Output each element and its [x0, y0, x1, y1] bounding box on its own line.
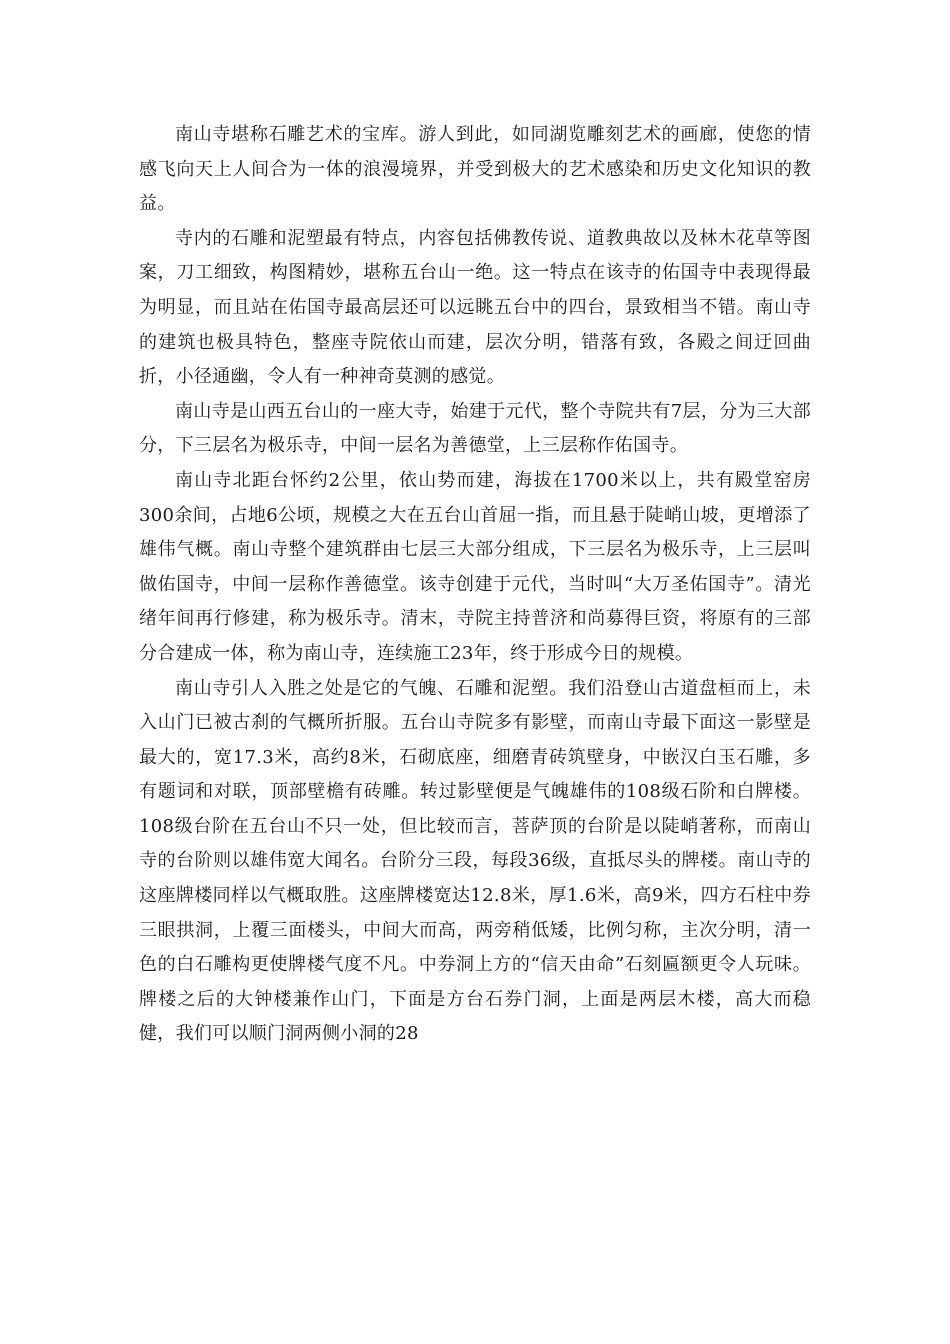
paragraph: 南山寺北距台怀约2公里，依山势而建，海拔在1700米以上，共有殿堂窑房300余间，占地6公顷，规模之大在五台山首屈一指，而且悬于陡峭山坡，更增添了雄伟气概。南山寺整个建筑群由七层三大部分组成，下三层名为极乐寺，上三层叫做佑国寺，中间一层称作善德堂。该寺创建于元代，当时叫“大万圣佑国寺”。清光绪年间再行修建，称为极乐寺。清末，寺院主持普济和尚募得巨资，将原有的三部分合建成一体，称为南山寺，连续施工23年，终于形成今日的规模。 [139, 469, 811, 664]
document-body [139, 118, 811, 1052]
paragraph: 南山寺堪称石雕艺术的宝库。游人到此，如同湖览雕刻艺术的画廊，使您的情感飞向天上人间合为一体的浪漫境界，并受到极大的艺术感染和历史文化知识的教益。 [139, 124, 811, 215]
paragraph: 寺内的石雕和泥塑最有特点，内容包括佛教传说、道教典故以及林木花草等图案，刀工细致，构图精妙，堪称五台山一绝。这一特点在该寺的佑国寺中表现得最为明显，而且站在佑国寺最高层还可以远眺五台中的四台，景致相当不错。南山寺的建筑也极具特色，整座寺院依山而建，层次分明，错落有致，各殿之间迂回曲折，小径通幽，令人有一种神奇莫测的感觉。 [139, 227, 811, 388]
paragraph: 南山寺是山西五台山的一座大寺，始建于元代，整个寺院共有7层，分为三大部分，下三层名为极乐寺，中间一层名为善德堂，上三层称作佑国寺。 [139, 400, 811, 457]
paragraph: 南山寺引人入胜之处是它的气魄、石雕和泥塑。我们沿登山古道盘桓而上，未入山门已被古刹的气概所折服。五台山寺院多有影壁，而南山寺最下面这一影壁是最大的，宽17.3米，高约8米，石砌底座，细磨青砖筑壁身，中嵌汉白玉石雕，多有题词和对联，顶部壁檐有砖雕。转过影壁便是气魄雄伟的108级石阶和白牌楼。108级台阶在五台山不只一处，但比较而言，菩萨顶的台阶是以陡峭著称，而南山寺的台阶则以雄伟宽大闻名。台阶分三段，每段36级，直抵尽头的牌楼。南山寺的这座牌楼同样以气概取胜。这座牌楼宽达12.8米，厚1.6米，高9米，四方石柱中券三眼拱洞，上覆三面楼头，中间大而高，两旁稍低矮，比例匀称，主次分明，清一色的白石雕构更使牌楼气度不凡。中券洞上方的“信天由命”石刻匾额更令人玩味。牌楼之后的大钟楼兼作山门，下面是方台石券门洞，上面是两层木楼，高大而稳健，我们可以顺门洞两侧小洞的28 [139, 677, 811, 1045]
